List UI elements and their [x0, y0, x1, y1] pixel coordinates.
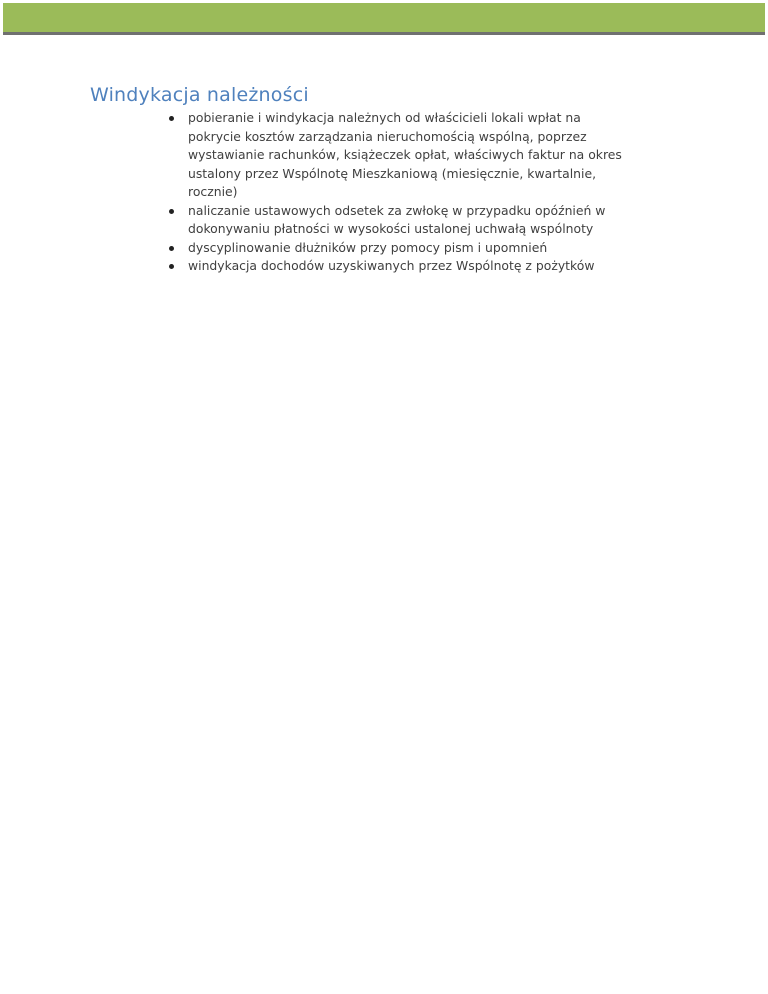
- bullet-icon: [169, 264, 174, 269]
- list-item-text: naliczanie ustawowych odsetek za zwłokę w przypadku opóźnień w dokonywaniu płatności w wysokości ustalonej uchwałą wspólnoty: [188, 202, 606, 236]
- bullet-icon: [169, 246, 174, 251]
- bullet-icon: [169, 116, 174, 121]
- header-band-fill: [3, 3, 765, 31]
- list-item: [166, 239, 636, 258]
- section-heading: Windykacja należności: [90, 84, 309, 106]
- list-item-text: windykacja dochodów uzyskiwanych przez Wspólnotę z pożytków: [188, 258, 595, 273]
- header-band: [3, 3, 765, 35]
- list-item: [166, 109, 636, 202]
- bullet-list: [166, 109, 636, 276]
- bullet-icon: [169, 209, 174, 214]
- list-item-text: pobieranie i windykacja należnych od właścicieli lokali wpłat na pokrycie kosztów zarządzania nieruchomością wspólną, poprzez wystawianie rachunków, książeczek opłat, właściwych faktur na okres ustalony przez Wspólnotę Mieszkaniową (miesięcznie, kwartalnie, rocznie): [188, 110, 622, 199]
- list-item: [166, 202, 636, 239]
- list-item-text: dyscyplinowanie dłużników przy pomocy pism i upomnień: [188, 239, 548, 255]
- list-item: [166, 257, 636, 276]
